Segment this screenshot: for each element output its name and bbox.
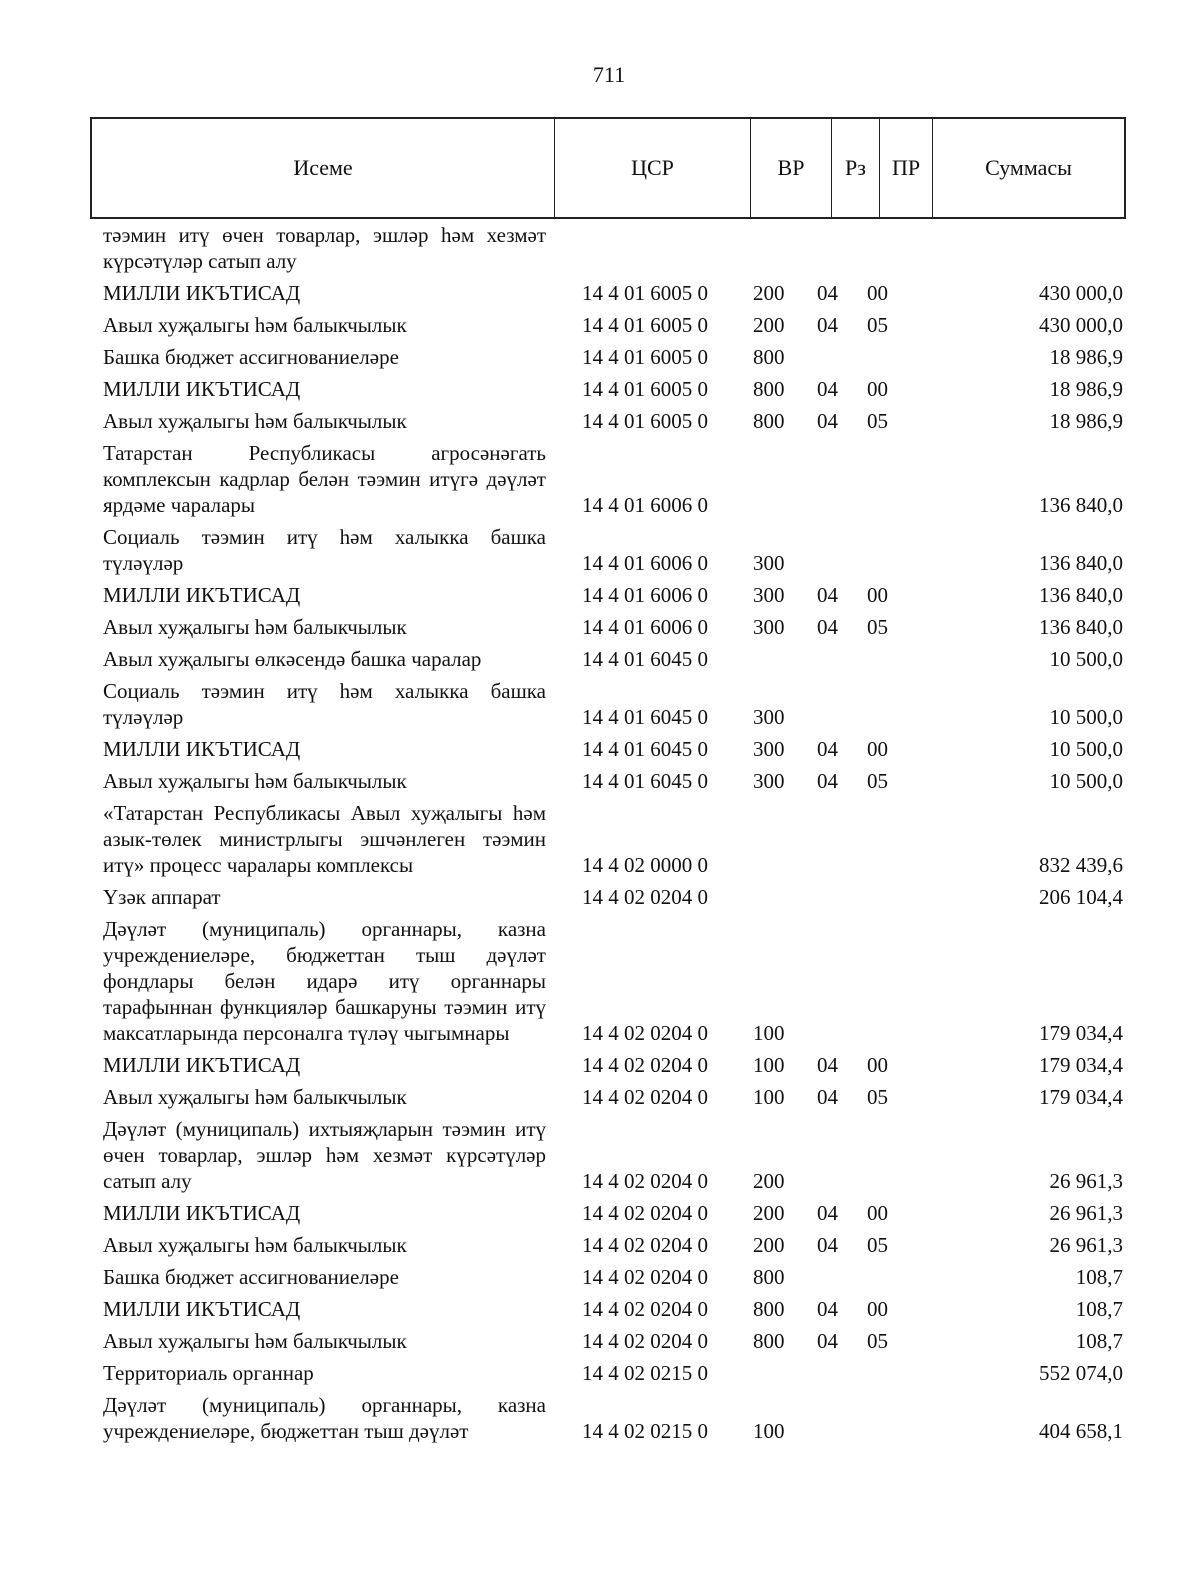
cell-vr: 300 — [753, 615, 785, 639]
table-row — [103, 884, 1123, 916]
table-row — [103, 1052, 1123, 1084]
cell-pr: 05 — [867, 1085, 888, 1109]
cell-pr: 00 — [867, 1297, 888, 1321]
cell-sum: 136 840,0 — [1039, 583, 1123, 607]
cell-rz: 04 — [817, 583, 838, 607]
table-row — [103, 280, 1123, 312]
cell-sum: 10 500,0 — [1049, 769, 1123, 793]
cell-name: МИЛЛИ ИКЪТИСАД — [103, 583, 301, 607]
table-row — [103, 736, 1123, 768]
cell-name: Авыл хуҗалыгы һәм балыкчылык — [103, 615, 407, 639]
cell-name: Авыл хуҗалыгы һәм балыкчылык — [103, 1329, 407, 1353]
cell-csr: 14 4 01 6005 0 — [582, 377, 708, 401]
cell-rz: 04 — [817, 737, 838, 761]
cell-rz: 04 — [817, 313, 838, 337]
cell-vr: 300 — [753, 551, 785, 575]
table-row — [103, 524, 1123, 582]
cell-sum: 136 840,0 — [1039, 551, 1123, 575]
cell-name: Татарстан Республикасы агросәнәгать комплексын кадрлар белән тәэмин итүгә дәүләт ярдәме чаралары — [103, 441, 546, 517]
table-row — [103, 1232, 1123, 1264]
cell-pr: 00 — [867, 377, 888, 401]
cell-csr: 14 4 02 0215 0 — [582, 1419, 708, 1443]
cell-vr: 800 — [753, 1297, 785, 1321]
cell-sum: 832 439,6 — [1039, 853, 1123, 877]
cell-name: Дәүләт (муниципаль) ихтыяҗларын тәэмин итү өчен товарлар, эшләр һәм хезмәт күрсәтүләр сатып алу — [103, 1117, 546, 1193]
cell-csr: 14 4 01 6006 0 — [582, 493, 708, 517]
table-row — [103, 1264, 1123, 1296]
cell-csr: 14 4 02 0204 0 — [582, 1265, 708, 1289]
header-rz: Рз — [832, 119, 880, 217]
cell-csr: 14 4 01 6005 0 — [582, 409, 708, 433]
cell-name: МИЛЛИ ИКЪТИСАД — [103, 1053, 301, 1077]
cell-name: МИЛЛИ ИКЪТИСАД — [103, 737, 301, 761]
cell-csr: 14 4 02 0204 0 — [582, 1053, 708, 1077]
cell-name: МИЛЛИ ИКЪТИСАД — [103, 377, 301, 401]
cell-sum: 26 961,3 — [1049, 1169, 1123, 1193]
header-csr: ЦСР — [555, 119, 751, 217]
cell-vr: 800 — [753, 409, 785, 433]
cell-rz: 04 — [817, 1201, 838, 1225]
cell-sum: 108,7 — [1075, 1329, 1123, 1353]
cell-pr: 00 — [867, 1053, 888, 1077]
cell-vr: 800 — [753, 377, 785, 401]
cell-sum: 430 000,0 — [1039, 313, 1123, 337]
cell-sum: 18 986,9 — [1049, 377, 1123, 401]
cell-csr: 14 4 01 6045 0 — [582, 647, 708, 671]
table-row — [103, 1116, 1123, 1200]
cell-rz: 04 — [817, 1297, 838, 1321]
cell-name: Авыл хуҗалыгы һәм балыкчылык — [103, 313, 407, 337]
cell-pr: 00 — [867, 281, 888, 305]
cell-name: МИЛЛИ ИКЪТИСАД — [103, 281, 301, 305]
cell-sum: 179 034,4 — [1039, 1021, 1123, 1045]
cell-name: Дәүләт (муниципаль) органнары, казна учреждениеләре, бюджеттан тыш дәүләт — [103, 1393, 546, 1443]
cell-sum: 404 658,1 — [1039, 1419, 1123, 1443]
cell-name: Социаль тәэмин итү һәм халыкка башка түләүләр — [103, 525, 546, 575]
cell-vr: 100 — [753, 1085, 785, 1109]
cell-vr: 100 — [753, 1419, 785, 1443]
cell-name: Башка бюджет ассигнованиеләре — [103, 1265, 399, 1289]
table-body — [103, 222, 1123, 1450]
cell-name: Дәүләт (муниципаль) органнары, казна учреждениеләре, бюджеттан тыш дәүләт фондлары белән идарә итү органнары тарафыннан функцияләр башкаруны тәэмин итү максатларында персоналга түләү чыгымнары — [103, 917, 546, 1045]
cell-csr: 14 4 01 6005 0 — [582, 345, 708, 369]
cell-vr: 200 — [753, 281, 785, 305]
cell-name: Социаль тәэмин итү һәм халыкка башка түләүләр — [103, 679, 546, 729]
table-row — [103, 1360, 1123, 1392]
cell-csr: 14 4 02 0215 0 — [582, 1361, 708, 1385]
table-row — [103, 408, 1123, 440]
cell-csr: 14 4 01 6006 0 — [582, 583, 708, 607]
cell-csr: 14 4 02 0204 0 — [582, 885, 708, 909]
cell-csr: 14 4 01 6006 0 — [582, 551, 708, 575]
table-row — [103, 582, 1123, 614]
cell-csr: 14 4 01 6045 0 — [582, 705, 708, 729]
cell-sum: 10 500,0 — [1049, 737, 1123, 761]
cell-pr: 05 — [867, 409, 888, 433]
cell-pr: 05 — [867, 1329, 888, 1353]
cell-name: МИЛЛИ ИКЪТИСАД — [103, 1297, 301, 1321]
cell-vr: 200 — [753, 1233, 785, 1257]
header-sum: Суммасы — [985, 155, 1072, 180]
cell-sum: 26 961,3 — [1049, 1233, 1123, 1257]
table-row — [103, 376, 1123, 408]
cell-rz: 04 — [817, 769, 838, 793]
header-pr: ПР — [880, 119, 933, 217]
cell-vr: 200 — [753, 1201, 785, 1225]
table-row — [103, 1084, 1123, 1116]
cell-csr: 14 4 01 6005 0 — [582, 281, 708, 305]
cell-vr: 800 — [753, 345, 785, 369]
header-name: Исеме — [92, 119, 555, 217]
cell-csr: 14 4 02 0204 0 — [582, 1233, 708, 1257]
cell-name: «Татарстан Республикасы Авыл хуҗалыгы һәм азык-төлек министрлыгы эшчәнлеген тәэмин итү» процесс чаралары комплексы — [103, 801, 546, 877]
cell-rz: 04 — [817, 615, 838, 639]
page-number: 711 — [592, 62, 626, 87]
table-row — [103, 1200, 1123, 1232]
table-row — [103, 440, 1123, 524]
cell-csr: 14 4 02 0204 0 — [582, 1021, 708, 1045]
cell-name: Үзәк аппарат — [103, 885, 221, 909]
cell-sum: 136 840,0 — [1039, 493, 1123, 517]
table-row — [103, 222, 1123, 280]
cell-csr: 14 4 02 0204 0 — [582, 1201, 708, 1225]
table-row — [103, 678, 1123, 736]
cell-csr: 14 4 02 0204 0 — [582, 1297, 708, 1321]
cell-sum: 206 104,4 — [1039, 885, 1123, 909]
cell-name: Авыл хуҗалыгы һәм балыкчылык — [103, 769, 407, 793]
table-row — [103, 916, 1123, 1052]
table-row — [103, 614, 1123, 646]
cell-rz: 04 — [817, 1233, 838, 1257]
cell-vr: 300 — [753, 769, 785, 793]
table-row — [103, 1296, 1123, 1328]
cell-vr: 800 — [753, 1329, 785, 1353]
cell-rz: 04 — [817, 1329, 838, 1353]
cell-sum: 179 034,4 — [1039, 1053, 1123, 1077]
cell-name: Авыл хуҗалыгы һәм балыкчылык — [103, 1233, 407, 1257]
cell-rz: 04 — [817, 281, 838, 305]
cell-sum: 18 986,9 — [1049, 345, 1123, 369]
cell-vr: 100 — [753, 1021, 785, 1045]
cell-rz: 04 — [817, 377, 838, 401]
cell-sum: 179 034,4 — [1039, 1085, 1123, 1109]
table-row — [103, 312, 1123, 344]
cell-vr: 200 — [753, 313, 785, 337]
table-row — [103, 1392, 1123, 1450]
cell-vr: 100 — [753, 1053, 785, 1077]
cell-name: Авыл хуҗалыгы һәм балыкчылык — [103, 409, 407, 433]
cell-name: Территориаль органнар — [103, 1361, 314, 1385]
cell-csr: 14 4 01 6045 0 — [582, 769, 708, 793]
cell-csr: 14 4 02 0000 0 — [582, 853, 708, 877]
cell-sum: 26 961,3 — [1049, 1201, 1123, 1225]
cell-sum: 108,7 — [1075, 1297, 1123, 1321]
cell-name: тәэмин итү өчен товарлар, эшләр һәм хезмәт күрсәтүләр сатып алу — [103, 223, 546, 273]
table-header — [90, 117, 1126, 219]
cell-sum: 430 000,0 — [1039, 281, 1123, 305]
cell-vr: 300 — [753, 737, 785, 761]
cell-csr: 14 4 02 0204 0 — [582, 1085, 708, 1109]
cell-pr: 00 — [867, 1201, 888, 1225]
cell-pr: 05 — [867, 313, 888, 337]
cell-sum: 10 500,0 — [1049, 705, 1123, 729]
table-row — [103, 800, 1123, 884]
cell-vr: 300 — [753, 583, 785, 607]
cell-pr: 05 — [867, 615, 888, 639]
cell-csr: 14 4 02 0204 0 — [582, 1169, 708, 1193]
cell-pr: 00 — [867, 583, 888, 607]
cell-sum: 108,7 — [1075, 1265, 1123, 1289]
cell-vr: 800 — [753, 1265, 785, 1289]
cell-name: Авыл хуҗалыгы өлкәсендә башка чаралар — [103, 647, 482, 671]
cell-sum: 552 074,0 — [1039, 1361, 1123, 1385]
cell-vr: 200 — [753, 1169, 785, 1193]
cell-csr: 14 4 01 6006 0 — [582, 615, 708, 639]
cell-csr: 14 4 01 6005 0 — [582, 313, 708, 337]
cell-pr: 05 — [867, 769, 888, 793]
cell-name: Авыл хуҗалыгы һәм балыкчылык — [103, 1085, 407, 1109]
cell-pr: 00 — [867, 737, 888, 761]
cell-csr: 14 4 01 6045 0 — [582, 737, 708, 761]
cell-sum: 136 840,0 — [1039, 615, 1123, 639]
cell-vr: 300 — [753, 705, 785, 729]
header-vr: ВР — [751, 119, 832, 217]
cell-pr: 05 — [867, 1233, 888, 1257]
table-row — [103, 344, 1123, 376]
table-row — [103, 768, 1123, 800]
cell-name: Башка бюджет ассигнованиеләре — [103, 345, 399, 369]
table-row — [103, 1328, 1123, 1360]
cell-sum: 10 500,0 — [1049, 647, 1123, 671]
cell-name: МИЛЛИ ИКЪТИСАД — [103, 1201, 301, 1225]
cell-csr: 14 4 02 0204 0 — [582, 1329, 708, 1353]
cell-rz: 04 — [817, 409, 838, 433]
cell-sum: 18 986,9 — [1049, 409, 1123, 433]
cell-rz: 04 — [817, 1053, 838, 1077]
cell-rz: 04 — [817, 1085, 838, 1109]
table-row — [103, 646, 1123, 678]
